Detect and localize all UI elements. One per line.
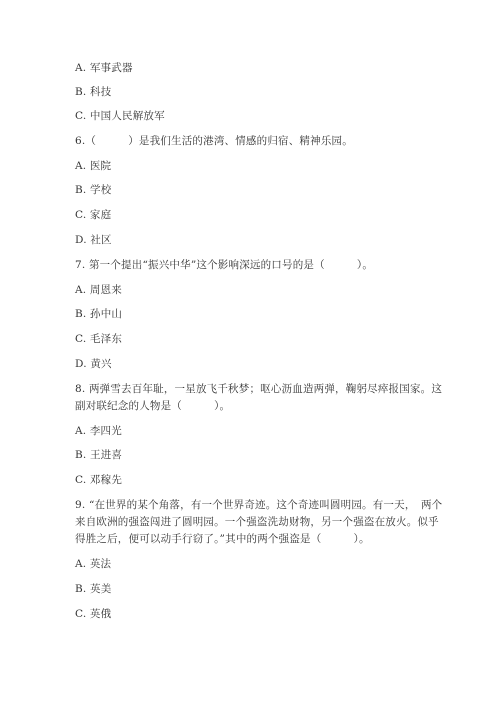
question-8-line-1: 8. 两弹雪去百年耻，一星放飞千秋梦；呕心沥血造两弹，鞠躬尽瘁报国家。这 (75, 383, 443, 395)
q6-option-d: D. 社区 (75, 234, 112, 246)
question-9-line-3: 得胜之后，便可以动手行窃了。”其中的两个强盗是（ ）。 (75, 533, 370, 545)
option-b-technology: B. 科技 (75, 86, 112, 98)
question-9-line-1: 9. “在世界的某个角落，有一个世界奇迹。这个奇迹叫圆明园。有一天， 两个 (75, 499, 443, 511)
q7-option-a: A. 周恩来 (75, 284, 122, 296)
q8-option-c: C. 邓稼先 (75, 474, 123, 486)
q9-option-c: C. 英俄 (75, 608, 112, 620)
question-8-line-2: 副对联纪念的人物是（ ）。 (75, 400, 231, 412)
q6-option-a: A. 医院 (75, 160, 112, 172)
option-c-pla: C. 中国人民解放军 (75, 110, 165, 122)
q6-option-c: C. 家庭 (75, 209, 112, 221)
q8-option-a: A. 李四光 (75, 425, 122, 437)
option-a-military-weapons: A. 军事武器 (75, 62, 133, 74)
q9-option-a: A. 英法 (75, 558, 112, 570)
q7-option-b: B. 孙中山 (75, 308, 123, 320)
question-9-line-2: 来自欧洲的强盗闯进了圆明园。一个强盗洗劫财物，另一个强盗在放火。似乎 (75, 516, 439, 528)
question-7: 7. 第一个提出“振兴中华”这个影响深远的口号的是（ ）。 (75, 259, 374, 271)
q7-option-c: C. 毛泽东 (75, 333, 123, 345)
q6-option-b: B. 学校 (75, 184, 112, 196)
q9-option-b: B. 英美 (75, 583, 112, 595)
q7-option-d: D. 黄兴 (75, 358, 112, 370)
question-6: 6.（ ）是我们生活的港湾、情感的归宿、精神乐园。 (75, 135, 353, 147)
q8-option-b: B. 王进喜 (75, 449, 123, 461)
